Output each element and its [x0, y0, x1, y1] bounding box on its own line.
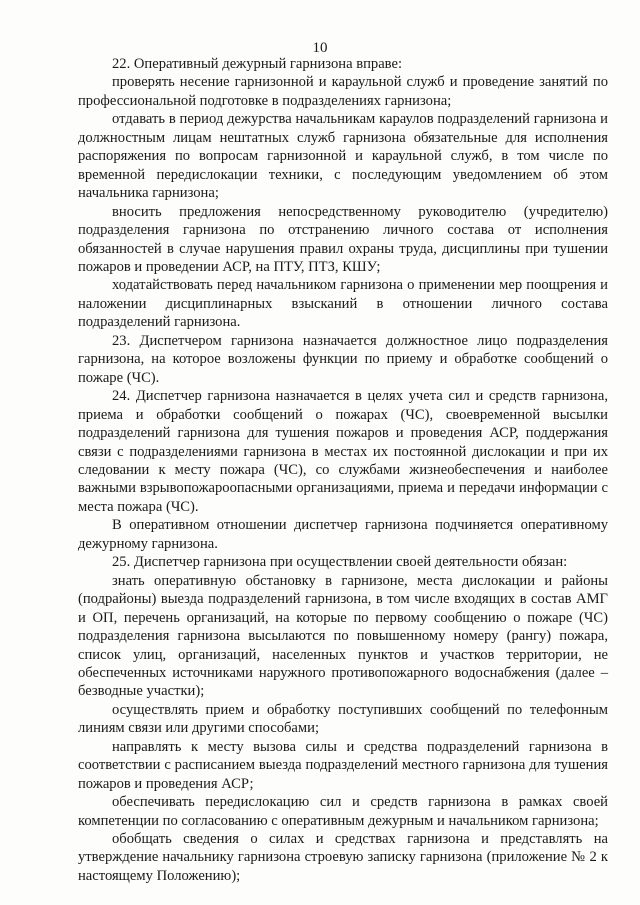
- paragraph-submit-proposals: вносить предложения непосредственному руководителю (учредителю) подразделения гарнизона по отстранению личного состава от исполнения обязанностей в случае нарушения правил охраны труда, дисциплины при тушении пожаров и проведении АСР, на ПТУ, ПТЗ, КШУ;: [78, 203, 608, 275]
- paragraph-25-heading: 25. Диспетчер гарнизона при осуществлении своей деятельности обязан:: [112, 554, 568, 571]
- paragraph-receive-messages: осуществлять прием и обработку поступивших сообщений по телефонным линиям связи или другими способами;: [78, 701, 608, 737]
- paragraph-subordination: В оперативном отношении диспетчер гарнизона подчиняется оперативному дежурному гарнизона.: [78, 517, 608, 552]
- paragraph-know-situation: знать оперативную обстановку в гарнизоне, места дислокации и районы (подрайоны) выезда подразделений гарнизона, в том числе входящих в состав АМГ и ОП, перечень организаций, на которые по первому сообщению о пожаре (ЧС) подразделения гарнизона высылаются по повышенному номеру (рангу) пожара, список улиц, организаций, населенных пунктов и участков территории, не обеспеченных источниками наружного противопожарного водоснабжения (далее – безводные участки);: [78, 572, 608, 700]
- paragraph-petition: ходатайствовать перед начальником гарнизона о применении мер поощрения и наложении дисциплинарных взысканий в отношении личного состава подразделений гарнизона.: [78, 277, 608, 331]
- page-number: 10: [312, 40, 328, 56]
- document-body: [78, 55, 608, 885]
- paragraph-dispatch-forces: направлять к месту вызова силы и средства подразделений гарнизона в соответствии с расписанием выезда подразделений местного гарнизона для тушения пожаров и проведения АСР;: [78, 738, 608, 792]
- paragraph-summarize-info: обобщать сведения о силах и средствах гарнизона и представлять на утверждение начальнику гарнизона строевую записку гарнизона (приложение № 2 к настоящему Положению);: [78, 831, 608, 884]
- paragraph-redeploy-forces: обеспечивать передислокацию сил и средств гарнизона в рамках своей компетенции по согласованию с оперативным дежурным и начальником гарнизона;: [78, 794, 608, 829]
- paragraph-23: 23. Диспетчером гарнизона назначается должностное лицо подразделения гарнизона, на которое возложены функции по приему и обработке сообщений о пожаре (ЧС).: [78, 332, 608, 386]
- paragraph-check-services: проверять несение гарнизонной и караульной служб и проведение занятий по профессиональной подготовке в подразделениях гарнизона;: [78, 74, 608, 109]
- paragraph-give-orders: отдавать в период дежурства начальникам караулов подразделений гарнизона и должностным лицам нештатных служб гарнизона обязательные для исполнения распоряжения по вопросам гарнизонной и караульной служб, в том числе по временной передислокации техники, с последующим уведомлением об этом начальника гарнизона;: [78, 111, 608, 202]
- paragraph-22-heading: 22. Оперативный дежурный гарнизона вправе:: [112, 56, 403, 72]
- paragraph-24: 24. Диспетчер гарнизона назначается в целях учета сил и средств гарнизона, приема и обработки сообщений о пожарах (ЧС), своевременной высылки подразделений гарнизона для тушения пожаров и проведения АСР, поддержания связи с подразделениями гарнизона в местах их постоянной дислокации и при их следовании к месту пожара (ЧС), со службами жизнеобеспечения и наиболее важными взрывопожароопасными организациями, приема и передачи информации с места пожара (ЧС).: [78, 388, 608, 515]
